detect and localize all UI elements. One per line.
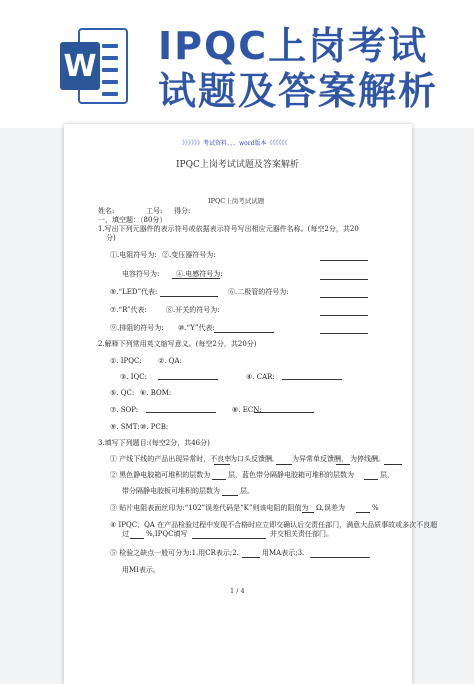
q1-item-9: ⑨.排阻的符号为: xyxy=(110,324,164,332)
answer-blank xyxy=(310,557,370,558)
q1-item-3: 电容符号为: xyxy=(122,270,160,278)
answer-blank xyxy=(146,412,216,413)
abbr-sop: ⑦. SOP: xyxy=(110,406,139,414)
q1-item-10: ⑩.“Y”代表: xyxy=(178,324,215,332)
banner-title-line1: IPQC上岗考试 xyxy=(158,24,429,68)
watermark-text: 》》》》》》考试资料、、、word版本《《《《《《 xyxy=(182,140,288,147)
fill-6b: 用MA表示;3. xyxy=(262,549,305,557)
fill-5c: %,IPQC填写 xyxy=(146,530,188,538)
document-page xyxy=(64,124,438,684)
text-line-icon xyxy=(102,92,118,96)
answer-blank xyxy=(212,479,226,480)
q1-item-7: ⑦.“R”代表: xyxy=(110,306,147,314)
answer-blank xyxy=(222,495,238,496)
banner-title xyxy=(158,24,438,114)
score-label: 得分: xyxy=(174,207,191,215)
answer-blank xyxy=(320,315,368,316)
answer-blank xyxy=(130,538,144,539)
q1-item-5: ⑤.“LED”代表: xyxy=(110,288,158,296)
answer-blank xyxy=(242,557,260,558)
answer-blank xyxy=(160,296,218,297)
answer-blank xyxy=(320,279,368,280)
answer-blank xyxy=(192,538,266,539)
abbr-smt: ⑨. SMT: xyxy=(110,423,140,431)
text-line-icon xyxy=(102,80,118,84)
abbr-qc: ⑤. QC: xyxy=(110,389,135,397)
fill-1b: 为口头反馈酬, xyxy=(230,455,275,463)
fill-2c: 层， xyxy=(380,471,394,479)
answer-blank xyxy=(320,260,368,261)
document-title: IPQC上岗考试试题及答案解析 xyxy=(176,160,299,170)
banner-title-line2: 试题及答案解析 xyxy=(158,69,439,113)
fill-4c: % xyxy=(372,504,379,512)
q1-item-4: ④.电感符号为: xyxy=(176,270,223,278)
question-1: 1.写出下列元器件的表示符号或依据表示符号写出相应元器件名称。(每空2分，共20 xyxy=(98,225,359,233)
fill-2a: ② 黑色静电胶箱可堆积的层数为 xyxy=(110,471,211,479)
name-label: 姓名: xyxy=(98,207,115,215)
abbr-bom: ⑥. BOM: xyxy=(140,389,172,397)
answer-blank xyxy=(282,379,342,380)
fill-3b: 层。 xyxy=(240,487,254,495)
fill-4b: Ω,误差为 xyxy=(316,504,346,512)
word-logo-letter: W xyxy=(60,42,100,90)
answer-blank xyxy=(254,412,314,413)
answer-blank xyxy=(336,464,350,465)
fill-1a: ① 产线下线的产品出现异常时，不良率 xyxy=(110,455,232,463)
fill-5a: ④ IPQC、QA 在产品检验过程中发现不合格时应立即交确认后交责任部门，满意大品质事故或多次不良超 xyxy=(110,521,438,529)
banner xyxy=(0,0,474,128)
question-1-cont: 分) xyxy=(106,234,116,242)
answer-blank xyxy=(320,297,368,298)
fill-1c: 为异常单反馈酬， xyxy=(292,455,348,463)
answer-blank xyxy=(158,379,218,380)
answer-blank xyxy=(276,464,292,465)
abbr-ecn: ⑧. ECN: xyxy=(232,406,262,414)
text-line-icon xyxy=(102,68,118,72)
fill-4a: ③ 贴片电阻表面丝印为:“102”误差代码是“K”则该电阻的阻值为 xyxy=(110,504,309,512)
fill-3a: 带分隔静电胶板可堆积的层数为 xyxy=(122,487,220,495)
abbr-qa: ②. QA: xyxy=(158,357,182,365)
answer-blank xyxy=(214,464,230,465)
abbr-car: ④. CAR: xyxy=(246,373,275,381)
fill-1d: 为停线酬。 xyxy=(350,455,385,463)
answer-blank xyxy=(172,278,220,279)
q1-item-1: ①.电阻符号为: xyxy=(110,251,157,259)
fill-2b: 层，蓝色带分隔静电胶箱可堆积的层数为 xyxy=(228,471,354,479)
answer-blank xyxy=(302,512,314,513)
answer-blank xyxy=(214,332,274,333)
question-3: 3.填写下列题目:(每空2分，共46分) xyxy=(98,439,210,447)
q1-item-2: ②.变压器符号为: xyxy=(162,251,216,259)
question-2: 2.解释下列常用英文缩写意义。(每空2分，共20分) xyxy=(98,340,257,348)
abbr-iqc: ③. IQC: xyxy=(120,373,147,381)
q1-item-6: ⑥.二极管的符号为: xyxy=(228,288,289,296)
q1-item-8: ⑧.开关的符号为: xyxy=(166,306,220,314)
abbr-pcb: ⑩. PCB: xyxy=(140,423,169,431)
text-line-icon xyxy=(102,44,118,48)
fill-6a: ⑤ 检验之缺点一般可分为:1.用CR表示;2. xyxy=(110,549,239,557)
answer-blank xyxy=(320,333,368,334)
fill-7: 用MI表示。 xyxy=(122,566,160,574)
section-title: 一、填空题：（80分） xyxy=(98,216,167,224)
abbr-ipqc: ①. IPQC: xyxy=(110,357,142,365)
text-line-icon xyxy=(102,56,118,60)
fill-5b: 过 xyxy=(122,530,129,538)
employee-id-label: 工号: xyxy=(146,207,163,215)
page-number: 1 / 4 xyxy=(230,587,245,595)
answer-blank xyxy=(356,512,370,513)
word-document-icon xyxy=(60,28,128,104)
fill-5d: 并交相关责任部门。 xyxy=(270,530,333,538)
answer-blank xyxy=(364,479,378,480)
document-subtitle: IPQC上岗考试试题 xyxy=(208,197,265,205)
answer-blank xyxy=(384,464,402,465)
